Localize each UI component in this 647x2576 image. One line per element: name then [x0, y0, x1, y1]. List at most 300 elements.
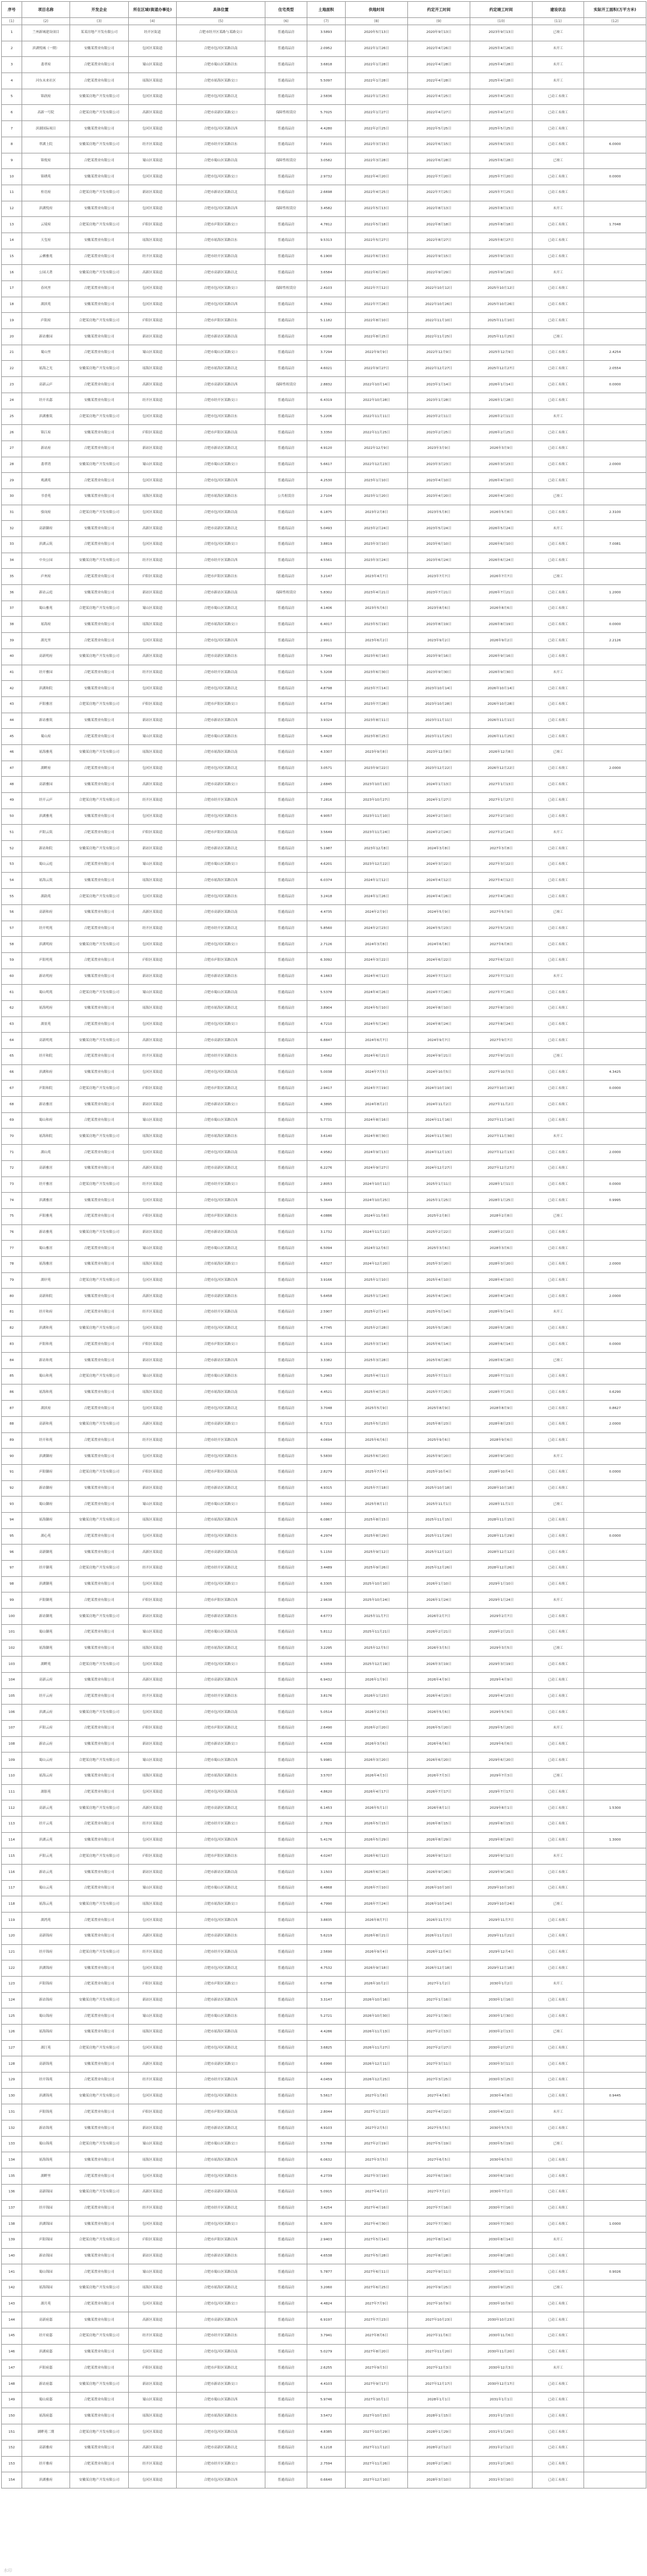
cell-status: 已动工未竣工 — [533, 2408, 584, 2424]
table-row — [2, 105, 646, 121]
cell-status: 已动工未竣工 — [533, 1289, 584, 1305]
cell-start-date: 2025年8月23日 — [408, 1416, 470, 1432]
cell-supply-date: 2025年3月14日 — [346, 1337, 408, 1353]
cell-project-name: 新站雅园 — [22, 329, 70, 345]
cell-housing-type: 保障性租赁房 — [265, 153, 307, 169]
table-row — [2, 2264, 646, 2281]
cell-housing-type: 普通商品房 — [265, 441, 307, 457]
cell-completion-date: 2028年1月11日 — [470, 1177, 533, 1193]
cell-completion-date: 2030年12月3日 — [470, 2360, 533, 2376]
cell-seq: 72 — [2, 1160, 22, 1177]
cell-completion-date: 2030年1月2日 — [470, 1976, 533, 1992]
cell-housing-type: 普通商品房 — [265, 1576, 307, 1592]
cell-start-date: 2024年7月12日 — [408, 969, 470, 985]
cell-project-name: 滨湖和苑 — [22, 1320, 70, 1337]
table-row — [2, 1256, 646, 1272]
cell-location: 合肥市高新区某路以北 — [177, 1160, 265, 1177]
cell-land-area: 6.9197 — [307, 2312, 346, 2328]
cell-project-name: 公园天著 — [22, 265, 70, 281]
table-row — [2, 985, 646, 1001]
cell-district: 包河区某街道 — [129, 1320, 177, 1337]
cell-district: 包河区某街道 — [129, 1145, 177, 1161]
cell-started-area — [584, 1657, 646, 1673]
cell-supply-date: 2024年12月20日 — [346, 1256, 408, 1272]
cell-completion-date: 2031年2月12日 — [470, 2440, 533, 2456]
cell-district: 包河区某街道 — [129, 1016, 177, 1033]
cell-land-area: 4.9582 — [307, 1145, 346, 1161]
cell-land-area: 4.7532 — [307, 1960, 346, 1977]
cell-developer: 安徽某置业有限公司 — [70, 41, 129, 57]
cell-housing-type: 普通商品房 — [265, 2440, 307, 2456]
cell-supply-date: 2024年9月27日 — [346, 1160, 408, 1177]
cell-land-area: 3.3350 — [307, 425, 346, 441]
cell-housing-type: 普通商品房 — [265, 121, 307, 137]
cell-land-area: 9.5313 — [307, 233, 346, 249]
cell-completion-date: 2030年3月11日 — [470, 2056, 533, 2073]
cell-location: 合肥市包河区某路以东 — [177, 1449, 265, 1465]
cell-housing-type: 普通商品房 — [265, 1432, 307, 1449]
cell-completion-date: 2026年9月2日 — [470, 633, 533, 649]
cell-developer: 合肥某置业有限公司 — [70, 952, 129, 969]
cell-completion-date: 2027年3月22日 — [470, 856, 533, 873]
cell-start-date: 2023年5月8日 — [408, 505, 470, 521]
cell-district: 瑶海区某街道 — [129, 873, 177, 889]
cell-completion-date: 2027年4月26日 — [470, 889, 533, 905]
cell-land-area: 4.9315 — [307, 1480, 346, 1497]
cell-seq: 130 — [2, 2088, 22, 2104]
cell-completion-date: 2030年1月16日 — [470, 1992, 533, 2008]
cell-seq: 65 — [2, 1049, 22, 1065]
cell-land-area: 4.6773 — [307, 1609, 346, 1625]
cell-location: 合肥市包河区某路以北 — [177, 89, 265, 105]
cell-seq: 113 — [2, 1817, 22, 1833]
cell-housing-type: 普通商品房 — [265, 1880, 307, 1896]
cell-developer: 合肥某置业有限公司 — [70, 377, 129, 393]
cell-completion-date: 2031年1月1日 — [470, 2392, 533, 2408]
cell-project-name: 庐阳云筑 — [22, 825, 70, 841]
cell-developer: 安徽某房地产开发有限公司 — [70, 648, 129, 665]
cell-status: 已动工未竣工 — [533, 841, 584, 857]
cell-status: 已动工未竣工 — [533, 1880, 584, 1896]
cell-location: 合肥市包河区某路以北 — [177, 2040, 265, 2056]
cell-completion-date: 2027年10月19日 — [470, 1081, 533, 1097]
cell-project-name: 瑶海府 — [22, 617, 70, 633]
cell-project-name: 滨湖雅筑 — [22, 409, 70, 425]
cell-supply-date: 2027年1月22日 — [346, 2104, 408, 2120]
cell-seq: 103 — [2, 1657, 22, 1673]
cell-project-name: 滨湖国际项目 — [22, 121, 70, 137]
cell-land-area: 6.0374 — [307, 873, 346, 889]
cell-district: 经开区某街道 — [129, 1817, 177, 1833]
cell-housing-type: 普通商品房 — [265, 2328, 307, 2345]
cell-location: 合肥市瑶海区某路以东 — [177, 2408, 265, 2424]
cell-project-name: 湖山苑 — [22, 1145, 70, 1161]
cell-project-name: 瑶海府邸 — [22, 2408, 70, 2424]
column-number-developer: (3) — [70, 18, 129, 25]
cell-housing-type: 普通商品房 — [265, 1913, 307, 1929]
cell-project-name: 锦润府 — [22, 89, 70, 105]
cell-district: 庐阳区某街道 — [129, 1848, 177, 1865]
table-row — [2, 2360, 646, 2376]
cell-completion-date: 2028年8月23日 — [470, 1416, 533, 1432]
header-start-date: 约定开工时间 — [408, 2, 470, 18]
cell-status: 未开工 — [533, 1449, 584, 1465]
cell-housing-type: 普通商品房 — [265, 1657, 307, 1673]
cell-land-area: 6.1900 — [307, 249, 346, 265]
cell-district: 包河区某街道 — [129, 2344, 177, 2360]
cell-project-name: 高新云府 — [22, 1672, 70, 1688]
cell-started-area — [584, 441, 646, 457]
cell-completion-date: 2028年6月28日 — [470, 1353, 533, 1369]
table-row — [2, 1145, 646, 1161]
cell-land-area: 2.7104 — [307, 488, 346, 505]
cell-start-date: 2027年9月11日 — [408, 2264, 470, 2281]
cell-developer: 安徽某置业有限公司 — [70, 617, 129, 633]
cell-seq: 66 — [2, 1064, 22, 1081]
cell-start-date: 2024年11月2日 — [408, 1097, 470, 1113]
cell-supply-date: 2023年7月28日 — [346, 696, 408, 713]
cell-developer: 合肥某置业有限公司 — [70, 1401, 129, 1417]
cell-seq: 51 — [2, 825, 22, 841]
cell-status: 已动工未竣工 — [533, 1241, 584, 1257]
cell-start-date: 2024年8月24日 — [408, 1016, 470, 1033]
cell-seq: 150 — [2, 2408, 22, 2424]
cell-project-name: 蜀山雅苑 — [22, 601, 70, 617]
cell-supply-date: 2027年6月11日 — [346, 2264, 408, 2281]
cell-seq: 70 — [2, 1129, 22, 1145]
cell-location: 合肥市新站区某路以东 — [177, 2248, 265, 2264]
cell-start-date: 2026年5月20日 — [408, 1720, 470, 1736]
cell-status: 已动工未竣工 — [533, 457, 584, 473]
column-number-housing-type: (6) — [265, 18, 307, 25]
cell-seq: 96 — [2, 1545, 22, 1561]
cell-seq: 67 — [2, 1081, 22, 1097]
cell-status: 未开工 — [533, 201, 584, 217]
cell-land-area: 4.8385 — [307, 2424, 346, 2441]
cell-district: 经开区某街道 — [129, 1305, 177, 1321]
cell-started-area — [584, 2136, 646, 2152]
cell-started-area — [584, 2073, 646, 2089]
cell-housing-type: 普通商品房 — [265, 1561, 307, 1577]
cell-seq: 87 — [2, 1401, 22, 1417]
cell-district: 蜀山区某街道 — [129, 2392, 177, 2408]
cell-developer: 安徽某房地产开发有限公司 — [70, 2184, 129, 2200]
cell-started-area — [584, 985, 646, 1001]
cell-supply-date: 2027年6月25日 — [346, 2280, 408, 2296]
cell-start-date: 2025年2月8日 — [408, 1208, 470, 1224]
table-row — [2, 1384, 646, 1401]
table-row — [2, 1592, 646, 1609]
cell-housing-type: 普通商品房 — [265, 2264, 307, 2281]
cell-project-name: 蜀山雅居 — [22, 1241, 70, 1257]
cell-developer: 合肥某置业有限公司 — [70, 1432, 129, 1449]
cell-project-name: 新站雅筑 — [22, 713, 70, 729]
cell-status: 已动工未竣工 — [533, 2344, 584, 2360]
cell-project-name: 湖畔苑二期 — [22, 2424, 70, 2441]
cell-developer: 合肥某房地产开发有限公司 — [70, 505, 129, 521]
cell-land-area: 6.3092 — [307, 952, 346, 969]
table-row — [2, 889, 646, 905]
cell-location: 合肥市新站区某路以西 — [177, 1992, 265, 2008]
cell-developer: 安徽某置业有限公司 — [70, 169, 129, 185]
cell-land-area: 5.5830 — [307, 1449, 346, 1465]
cell-district: 经开区某街道 — [129, 1688, 177, 1705]
header-district: 所在区域(街道办事处) — [129, 2, 177, 18]
cell-land-area: 4.0694 — [307, 1432, 346, 1449]
cell-completion-date: 2027年1月13日 — [470, 777, 533, 793]
cell-seq: 129 — [2, 2073, 22, 2089]
cell-supply-date: 2022年5月13日 — [346, 201, 408, 217]
cell-district: 新站区某街道 — [129, 585, 177, 601]
cell-district: 蜀山区某街道 — [129, 2008, 177, 2025]
cell-start-date: 2022年9月15日 — [408, 249, 470, 265]
cell-started-area — [584, 1305, 646, 1321]
cell-start-date: 2025年4月24日 — [408, 1289, 470, 1305]
cell-housing-type: 普通商品房 — [265, 1112, 307, 1129]
cell-housing-type: 普通商品房 — [265, 2040, 307, 2056]
cell-land-area: 3.7943 — [307, 648, 346, 665]
cell-start-date: 2024年11月16日 — [408, 1112, 470, 1129]
cell-housing-type: 普通商品房 — [265, 569, 307, 585]
cell-completion-date: 2029年9月26日 — [470, 1865, 533, 1881]
cell-district: 瑶海区某街道 — [129, 1000, 177, 1016]
cell-start-date: 2027年12月3日 — [408, 2360, 470, 2376]
cell-seq: 27 — [2, 441, 22, 457]
cell-seq: 141 — [2, 2264, 22, 2281]
table-row — [2, 2104, 646, 2120]
cell-housing-type: 普通商品房 — [265, 1752, 307, 1769]
cell-location: 合肥市高新区某路以南 — [177, 2184, 265, 2200]
cell-project-name: 滨湖悦府 — [22, 201, 70, 217]
cell-developer: 安徽某置业有限公司 — [70, 2248, 129, 2264]
cell-status: 已动工未竣工 — [533, 2424, 584, 2441]
cell-status: 已动工未竣工 — [533, 1432, 584, 1449]
cell-start-date: 2026年1月10日 — [408, 1576, 470, 1592]
cell-seq: 128 — [2, 2056, 22, 2073]
cell-location: 合肥市经开区某路交口 — [177, 393, 265, 409]
cell-status: 已动工未竣工 — [533, 1480, 584, 1497]
cell-location: 合肥市庐阳区某路以西 — [177, 952, 265, 969]
cell-land-area: 3.1503 — [307, 1865, 346, 1881]
cell-start-date: 2022年9月29日 — [408, 265, 470, 281]
cell-supply-date: 2026年1月23日 — [346, 1688, 408, 1705]
cell-land-area: 4.4103 — [307, 2376, 346, 2393]
cell-location: 合肥市蜀山区某路以东 — [177, 729, 265, 745]
cell-start-date: 2027年2月27日 — [408, 2040, 470, 2056]
cell-location: 合肥市包河区某路交口 — [177, 1576, 265, 1592]
cell-completion-date: 2029年2月7日 — [470, 1609, 533, 1625]
cell-location: 合肥市经开区某路与某路交口 — [177, 25, 265, 41]
cell-status: 已动工未竣工 — [533, 713, 584, 729]
table-row — [2, 952, 646, 969]
cell-started-area — [584, 313, 646, 329]
cell-location: 合肥市高新区某路以北 — [177, 265, 265, 281]
cell-status: 已动工未竣工 — [533, 185, 584, 201]
cell-land-area: 5.2206 — [307, 409, 346, 425]
cell-developer: 安徽某置业有限公司 — [70, 1640, 129, 1657]
table-row — [2, 1305, 646, 1321]
cell-started-area — [584, 1272, 646, 1289]
cell-seq: 8 — [2, 137, 22, 153]
cell-supply-date: 2027年7月9日 — [346, 2296, 408, 2312]
table-row — [2, 2136, 646, 2152]
cell-housing-type: 普通商品房 — [265, 89, 307, 105]
cell-land-area: 3.9324 — [307, 713, 346, 729]
cell-project-name: 高新雅府 — [22, 2440, 70, 2456]
cell-started-area — [584, 1353, 646, 1369]
cell-location: 合肥市高新区某路以东 — [177, 1928, 265, 1944]
table-row — [2, 1497, 646, 1513]
cell-started-area — [584, 1160, 646, 1177]
table-row — [2, 537, 646, 553]
cell-district: 包河区某街道 — [129, 2168, 177, 2185]
cell-housing-type: 普通商品房 — [265, 2472, 307, 2488]
cell-status: 已动工未竣工 — [533, 2040, 584, 2056]
cell-project-name: 滨湖锦府 — [22, 1960, 70, 1977]
cell-developer: 安徽某置业有限公司 — [70, 1193, 129, 1209]
table-row — [2, 1736, 646, 1752]
cell-housing-type: 保障性租赁房 — [265, 105, 307, 121]
cell-seq: 5 — [2, 89, 22, 105]
cell-district: 经开区某街道 — [129, 553, 177, 569]
cell-project-name: 经开明苑 — [22, 921, 70, 937]
table-row — [2, 2008, 646, 2025]
cell-developer: 安徽某置业有限公司 — [70, 1353, 129, 1369]
cell-started-area — [584, 2248, 646, 2264]
cell-developer: 安徽某房地产开发有限公司 — [70, 553, 129, 569]
cell-land-area: 5.3649 — [307, 1193, 346, 1209]
cell-developer: 安徽某置业有限公司 — [70, 2312, 129, 2328]
cell-housing-type: 普通商品房 — [265, 617, 307, 633]
cell-supply-date: 2023年4月21日 — [346, 585, 408, 601]
cell-supply-date: 2026年8月7日 — [346, 1913, 408, 1929]
cell-land-area: 5.0514 — [307, 1705, 346, 1721]
cell-started-area — [584, 904, 646, 921]
cell-supply-date: 2027年10月1日 — [346, 2392, 408, 2408]
cell-seq: 95 — [2, 1528, 22, 1545]
table-row — [2, 249, 646, 265]
cell-project-name: 庐阳锦府 — [22, 1976, 70, 1992]
cell-developer: 合肥某置业有限公司 — [70, 665, 129, 681]
cell-start-date: 2022年12月27日 — [408, 361, 470, 377]
cell-completion-date: 2026年11月11日 — [470, 713, 533, 729]
cell-developer: 安徽某房地产开发有限公司 — [70, 2376, 129, 2393]
cell-project-name: 高新府邸 — [22, 2312, 70, 2328]
cell-status: 已动工未竣工 — [533, 585, 584, 601]
table-row — [2, 2024, 646, 2040]
cell-started-area — [584, 121, 646, 137]
cell-location: 合肥市新站区某路以北 — [177, 185, 265, 201]
cell-location: 合肥市包河区某路交口 — [177, 1657, 265, 1673]
cell-started-area — [584, 2440, 646, 2456]
table-row — [2, 2120, 646, 2137]
cell-status: 未开工 — [533, 2232, 584, 2248]
cell-developer: 安徽某房地产开发有限公司 — [70, 1416, 129, 1432]
cell-status: 已动工未竣工 — [533, 696, 584, 713]
cell-start-date: 2025年3月20日 — [408, 1256, 470, 1272]
cell-start-date: 2026年9月12日 — [408, 1848, 470, 1865]
column-number-row — [2, 18, 646, 25]
cell-developer: 合肥某置业有限公司 — [70, 1688, 129, 1705]
table-row — [2, 904, 646, 921]
cell-housing-type: 普通商品房 — [265, 2136, 307, 2152]
table-row — [2, 2232, 646, 2248]
cell-developer: 安徽某置业有限公司 — [70, 1289, 129, 1305]
cell-project-name: 滨湖锦园 — [22, 2216, 70, 2233]
cell-start-date: 2025年11月15日 — [408, 1512, 470, 1528]
cell-seq: 13 — [2, 217, 22, 233]
cell-supply-date: 2025年8月15日 — [346, 1512, 408, 1528]
cell-started-area — [584, 825, 646, 841]
table-row — [2, 2296, 646, 2312]
cell-seq: 59 — [2, 952, 22, 969]
cell-supply-date: 2025年8月29日 — [346, 1528, 408, 1545]
cell-seq: 85 — [2, 1368, 22, 1384]
cell-land-area: 5.9746 — [307, 2392, 346, 2408]
table-row — [2, 201, 646, 217]
table-row — [2, 729, 646, 745]
table-row — [2, 1224, 646, 1241]
table-row — [2, 2216, 646, 2233]
table-row — [2, 1272, 646, 1289]
cell-project-name: 蜀山里 — [22, 345, 70, 361]
cell-developer: 合肥某房地产开发有限公司 — [70, 2136, 129, 2152]
cell-status: 未开工 — [533, 665, 584, 681]
table-row — [2, 217, 646, 233]
cell-supply-date: 2026年2月20日 — [346, 1720, 408, 1736]
cell-start-date: 2024年7月26日 — [408, 985, 470, 1001]
cell-started-area — [584, 777, 646, 793]
cell-location: 合肥市瑶海区某路以南 — [177, 1384, 265, 1401]
cell-start-date: 2025年9月20日 — [408, 1449, 470, 1465]
cell-district: 蜀山区某街道 — [129, 1624, 177, 1640]
cell-land-area: 4.2974 — [307, 1528, 346, 1545]
cell-land-area: 5.3208 — [307, 665, 346, 681]
cell-location: 合肥市蜀山区某路以西 — [177, 2392, 265, 2408]
cell-status: 已动工未竣工 — [533, 345, 584, 361]
cell-developer: 安徽某房地产开发有限公司 — [70, 1896, 129, 1913]
cell-housing-type: 普通商品房 — [265, 1129, 307, 1145]
cell-housing-type: 普通商品房 — [265, 345, 307, 361]
cell-completion-date: 2026年8月19日 — [470, 617, 533, 633]
table-row — [2, 377, 646, 393]
table-row — [2, 569, 646, 585]
cell-started-area: 0.0000 — [584, 1528, 646, 1545]
cell-start-date: 2026年2月7日 — [408, 1609, 470, 1625]
cell-housing-type: 普通商品房 — [265, 1865, 307, 1881]
cell-seq: 94 — [2, 1512, 22, 1528]
cell-seq: 151 — [2, 2424, 22, 2441]
cell-started-area — [584, 2056, 646, 2073]
cell-developer: 合肥某置业有限公司 — [70, 1337, 129, 1353]
cell-start-date: 2026年10月24日 — [408, 1896, 470, 1913]
cell-started-area — [584, 2040, 646, 2056]
cell-project-name: 新站云庭 — [22, 585, 70, 601]
cell-developer: 合肥某置业有限公司 — [70, 281, 129, 297]
table-row — [2, 457, 646, 473]
cell-land-area: 4.9057 — [307, 809, 346, 825]
cell-started-area — [584, 873, 646, 889]
cell-land-area: 3.8904 — [307, 1000, 346, 1016]
cell-housing-type: 普通商品房 — [265, 921, 307, 937]
cell-completion-date: 2030年5月19日 — [470, 2136, 533, 2152]
cell-completion-date: 2025年11月25日 — [470, 329, 533, 345]
table-row — [2, 841, 646, 857]
cell-developer: 合肥某置业有限公司 — [70, 2392, 129, 2408]
cell-started-area — [584, 937, 646, 953]
cell-district: 蜀山区某街道 — [129, 601, 177, 617]
cell-location: 合肥市包河区某路交口 — [177, 281, 265, 297]
